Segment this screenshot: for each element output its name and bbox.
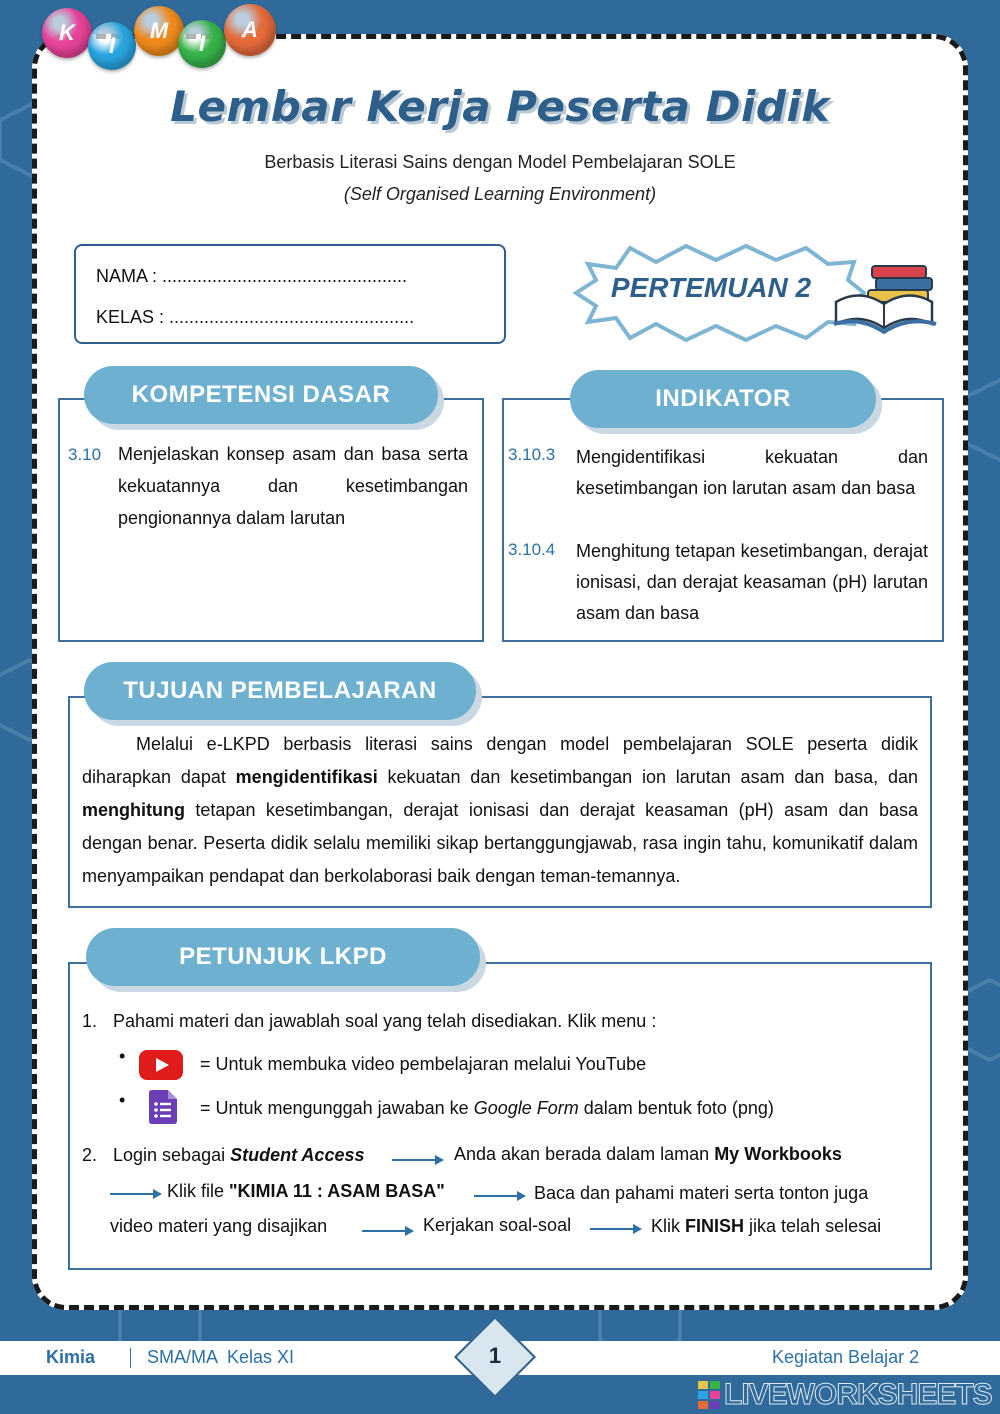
google-form-icon[interactable] (149, 1090, 177, 1124)
form-desc-italic: Google Form (473, 1098, 579, 1118)
step2-e: video materi yang disajikan (110, 1216, 328, 1236)
tujuan-bold1: mengidentifikasi (235, 767, 378, 787)
bullet-dot-2: • (119, 1090, 126, 1110)
step2-c: Klik file (167, 1181, 230, 1201)
page-subtitle-italic: (Self Organised Learning Environment) (343, 184, 657, 204)
step2-finish (651, 1216, 881, 1237)
tujuan-part1: Melalui e-LKPD berbasis literasi sains dengan model pembelajaran SOLE peserta didik diharapkan dapat (82, 734, 918, 787)
identity-box (74, 244, 506, 344)
liveworksheets-watermark: LIVEWORKSHEETS (724, 1378, 992, 1411)
file-name-label: "KIMIA 11 : ASAM BASA" (229, 1181, 445, 1201)
meeting-badge (566, 242, 866, 344)
petunjuk-heading: PETUNJUK LKPD (86, 928, 480, 986)
footer-activity: Kegiatan Belajar 2 (772, 1347, 920, 1367)
tujuan-part2: kekuatan dan kesetimbangan ion larutan asam dan basa, dan (377, 767, 918, 787)
my-workbooks-label: My Workbooks (714, 1144, 842, 1164)
step2-h: jika telah selesai (744, 1216, 882, 1236)
step2-login (113, 1145, 365, 1166)
arrow-5 (590, 1228, 640, 1230)
step2-workbooks (454, 1144, 842, 1165)
indikator-heading: INDIKATOR (570, 370, 876, 428)
step2-d: Baca dan pahami materi serta tonton juga (534, 1183, 869, 1203)
step2-g: Klik (651, 1216, 686, 1236)
arrow-3 (474, 1195, 524, 1197)
page-subtitle: Berbasis Literasi Sains dengan Model Pembelajaran SOLE (264, 152, 736, 172)
step2-b: Anda akan berada dalam laman (454, 1144, 715, 1164)
finish-label: FINISH (685, 1216, 745, 1236)
step1-text: Pahami materi dan jawablah soal yang telah disediakan. Klik menu : (113, 1011, 657, 1031)
footer-divider (130, 1348, 131, 1368)
form-desc-b: dalam bentuk foto (png) (578, 1098, 774, 1118)
bullet-dot-1: • (119, 1046, 126, 1066)
kimia-logo (40, 2, 280, 72)
tujuan-part3: tetapan kesetimbangan, derajat ionisasi dan derajat keasaman (pH) asam dan basa dengan benar. Peserta didik selalu memiliki sikap bertanggungjawab, rasa ingin tahu, komunikatif dalam menyampaikan pendapat dan berkolaborasi baik dengan teman-temannya. (82, 800, 918, 886)
google-form-description (200, 1098, 774, 1119)
kompetensi-code: 3.10 (68, 445, 102, 464)
indikator-code-1: 3.10.3 (508, 445, 556, 464)
liveworksheets-logo-icon (698, 1381, 720, 1409)
arrow-1 (392, 1159, 442, 1161)
meeting-label: PERTEMUAN 2 (610, 272, 812, 303)
tujuan-bold2: menghitung (82, 800, 185, 820)
form-desc-a: = Untuk mengunggah jawaban ke (200, 1098, 474, 1118)
kompetensi-text: Menjelaskan konsep asam dan basa serta kekuatannya dan kesetimbangan pengionannya dalam larutan (118, 444, 468, 528)
youtube-icon[interactable] (139, 1050, 183, 1080)
logo-ball-k: K (42, 8, 92, 58)
indikator-text-2: Menghitung tetapan kesetimbangan, derajat ionisasi, dan derajat keasaman (pH) larutan asam dan basa (576, 541, 928, 623)
tujuan-text (82, 728, 918, 893)
page-number: 1 (488, 1343, 502, 1368)
footer-subject: Kimia (46, 1347, 96, 1367)
kelas-field[interactable]: KELAS : ................................................. (96, 307, 415, 327)
tujuan-heading: TUJUAN PEMBELAJARAN (84, 662, 476, 720)
logo-ball-m: M (134, 6, 184, 56)
books-icon (832, 262, 938, 336)
logo-ball-i: I (88, 22, 136, 70)
step2-file (167, 1181, 445, 1202)
step1-number: 1. (82, 1011, 98, 1031)
indikator-text-1: Mengidentifikasi kekuatan dan kesetimbangan ion larutan asam dan basa (576, 447, 928, 498)
step2-a: Login sebagai (113, 1145, 231, 1165)
kompetensi-heading: KOMPETENSI DASAR (84, 366, 438, 424)
step2-number: 2. (82, 1145, 98, 1165)
footer-level: SMA/MA Kelas XI (147, 1347, 295, 1367)
logo-ball-i2: I (178, 20, 226, 68)
student-access-label: Student Access (230, 1145, 365, 1165)
page-title: Lembar Kerja Peserta Didik (170, 82, 830, 131)
arrow-2 (110, 1193, 160, 1195)
indikator-code-2: 3.10.4 (508, 540, 556, 559)
arrow-4 (362, 1230, 412, 1232)
youtube-description: = Untuk membuka video pembelajaran melalui YouTube (200, 1054, 647, 1074)
logo-ball-a: A (224, 4, 276, 56)
nama-field[interactable]: NAMA : ................................................. (96, 266, 408, 286)
step2-f: Kerjakan soal-soal (423, 1215, 572, 1235)
